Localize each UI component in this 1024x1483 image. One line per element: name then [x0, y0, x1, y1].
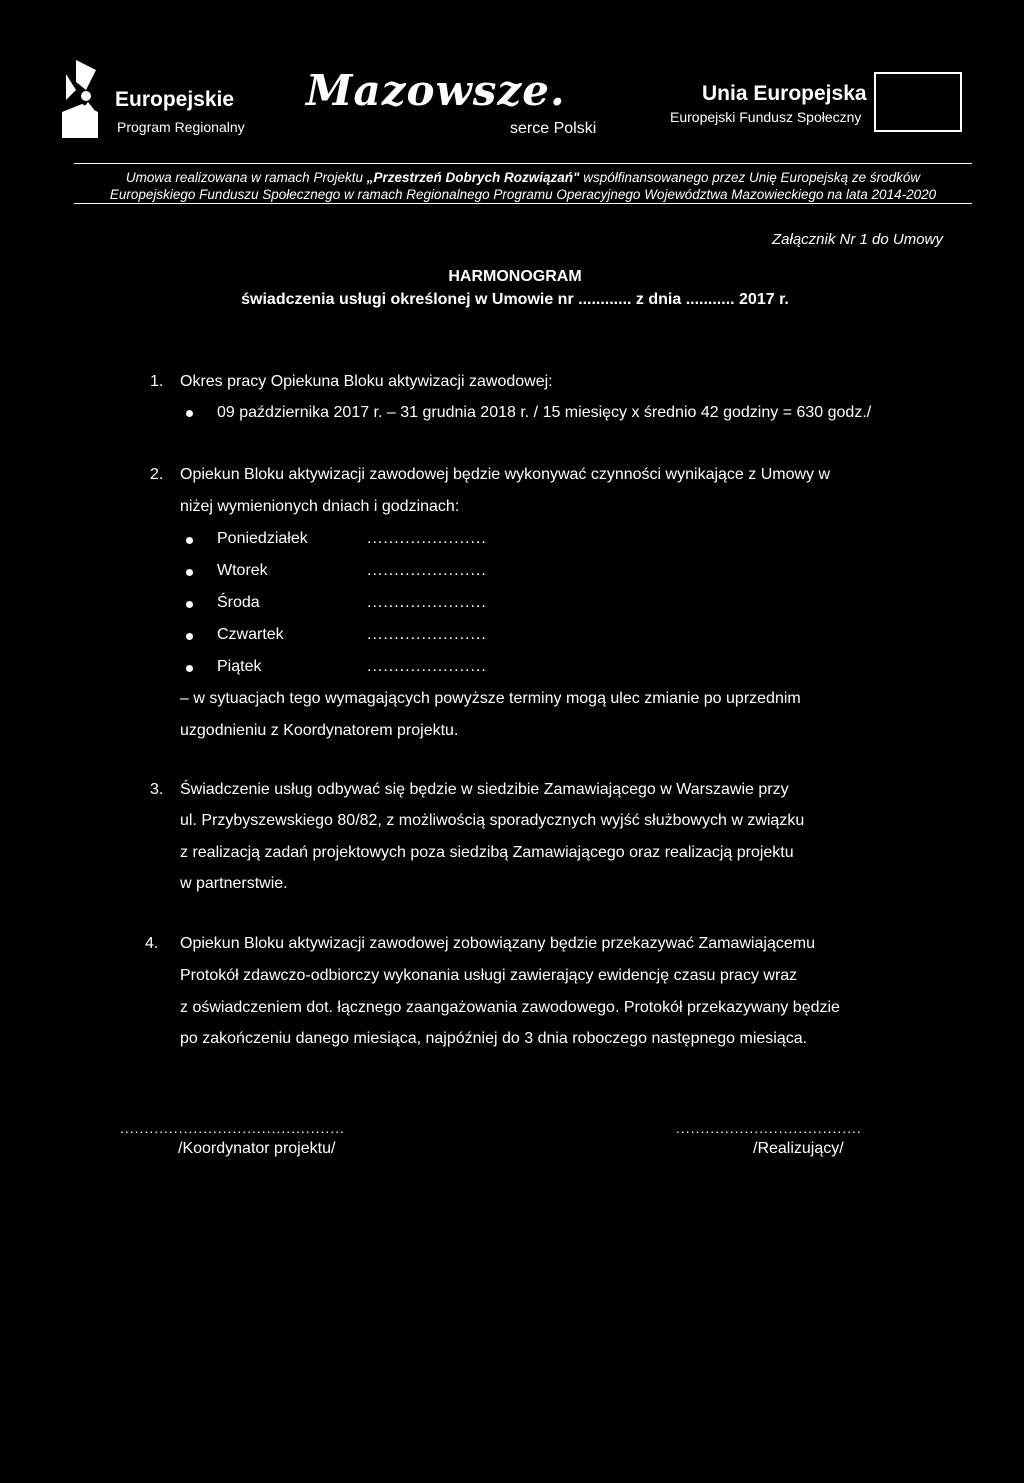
section2-line2: niżej wymienionych dniach i godzinach:	[180, 498, 460, 515]
day-tuesday: Wtorek	[217, 562, 268, 579]
day-thursday: Czwartek	[217, 626, 284, 643]
section3-number: 3.	[150, 781, 164, 798]
annex-label: Załącznik Nr 1 do Umowy	[772, 231, 943, 248]
bullet-icon	[186, 601, 193, 608]
project-header-note	[74, 169, 972, 203]
day-friday: Piątek	[217, 658, 262, 675]
document-title: HARMONOGRAM	[448, 268, 582, 285]
section2-number: 2.	[150, 466, 164, 483]
signature-line-right: ......................................	[676, 1120, 862, 1136]
fe-logo-title: Europejskie	[115, 88, 235, 111]
section4-line1: Opiekun Bloku aktywizacji zawodowej zobowiązany będzie przekazywać Zamawiającemu	[180, 935, 815, 952]
section3-line4: w partnerstwie.	[180, 875, 288, 892]
day-thursday-hours: ......................	[367, 626, 487, 643]
header-divider-top	[74, 163, 972, 164]
section4-line3: z oświadczeniem dot. łącznego zaangażowania zawodowego. Protokół przekazywany będzie	[180, 999, 840, 1016]
signature-label-contractor: /Realizujący/	[753, 1140, 844, 1157]
header-note-pre: Umowa realizowana w ramach Projektu	[125, 170, 367, 185]
ue-logo-subtitle: Europejski Fundusz Społeczny	[670, 109, 862, 125]
section2-line1: Opiekun Bloku aktywizacji zawodowej będzie wykonywać czynności wynikające z Umowy w	[180, 466, 831, 483]
fundusze-europejskie-logo-icon	[62, 60, 102, 138]
header-divider-bottom	[74, 203, 972, 204]
bullet-icon	[186, 410, 193, 417]
section1-heading: Okres pracy Opiekuna Bloku aktywizacji zawodowej:	[180, 373, 553, 390]
ue-logo-title: Unia Europejska	[702, 82, 867, 105]
signature-label-coordinator: /Koordynator projektu/	[178, 1140, 336, 1157]
day-monday-hours: ......................	[367, 530, 487, 547]
header-note-project: „Przestrzeń Dobrych Rozwiązań"	[366, 170, 580, 185]
header-note-post: współfinansowanego przez Unię Europejską ze środków	[579, 170, 921, 185]
day-monday: Poniedziałek	[217, 530, 308, 547]
section4-line4: po zakończeniu danego miesiąca, najpóźniej do 3 dnia roboczego następnego miesiąca.	[180, 1030, 808, 1047]
eu-flag-icon	[874, 72, 962, 132]
mazowsze-logo-text: Mazowsze.	[306, 66, 566, 115]
section1-number: 1.	[150, 373, 164, 390]
section1-period: 09 października 2017 r. – 31 grudnia 2018 r. / 15 miesięcy x średnio 42 godziny = 630 godz./	[217, 404, 872, 421]
section3-line2: ul. Przybyszewskiego 80/82, z możliwością sporadycznych wyjść służbowych w związku	[180, 812, 805, 829]
day-wednesday-hours: ......................	[367, 594, 487, 611]
day-tuesday-hours: ......................	[367, 562, 487, 579]
section3-line3: z realizacją zadań projektowych poza siedzibą Zamawiającego oraz realizacją projektu	[180, 844, 794, 861]
section2-note-line2: uzgodnieniu z Koordynatorem projektu.	[180, 722, 459, 739]
section4-number: 4.	[145, 935, 159, 952]
day-friday-hours: ......................	[367, 658, 487, 675]
bullet-icon	[186, 569, 193, 576]
bullet-icon	[186, 665, 193, 672]
header-note-line2: Europejskiego Funduszu Społecznego w ramach Regionalnego Programu Operacyjnego Województwa Mazowieckiego na lata 2014-2020	[109, 187, 937, 202]
signature-line-left: ..............................................	[120, 1120, 345, 1136]
bullet-icon	[186, 537, 193, 544]
document-subtitle: świadczenia usługi określonej w Umowie nr ............ z dnia ........... 2017 r.	[241, 291, 789, 308]
section4-line2: Protokół zdawczo-odbiorczy wykonania usługi zawierający ewidencję czasu pracy wraz	[180, 967, 798, 984]
bullet-icon	[186, 633, 193, 640]
fe-logo-subtitle: Program Regionalny	[117, 119, 245, 135]
section3-line1: Świadczenie usług odbywać się będzie w siedzibie Zamawiającego w Warszawie przy	[180, 781, 789, 798]
section2-note-line1: – w sytuacjach tego wymagających powyższe terminy mogą ulec zmianie po uprzednim	[180, 690, 801, 707]
day-wednesday: Środa	[217, 594, 260, 611]
mazowsze-logo-subtitle: serce Polski	[510, 120, 597, 137]
